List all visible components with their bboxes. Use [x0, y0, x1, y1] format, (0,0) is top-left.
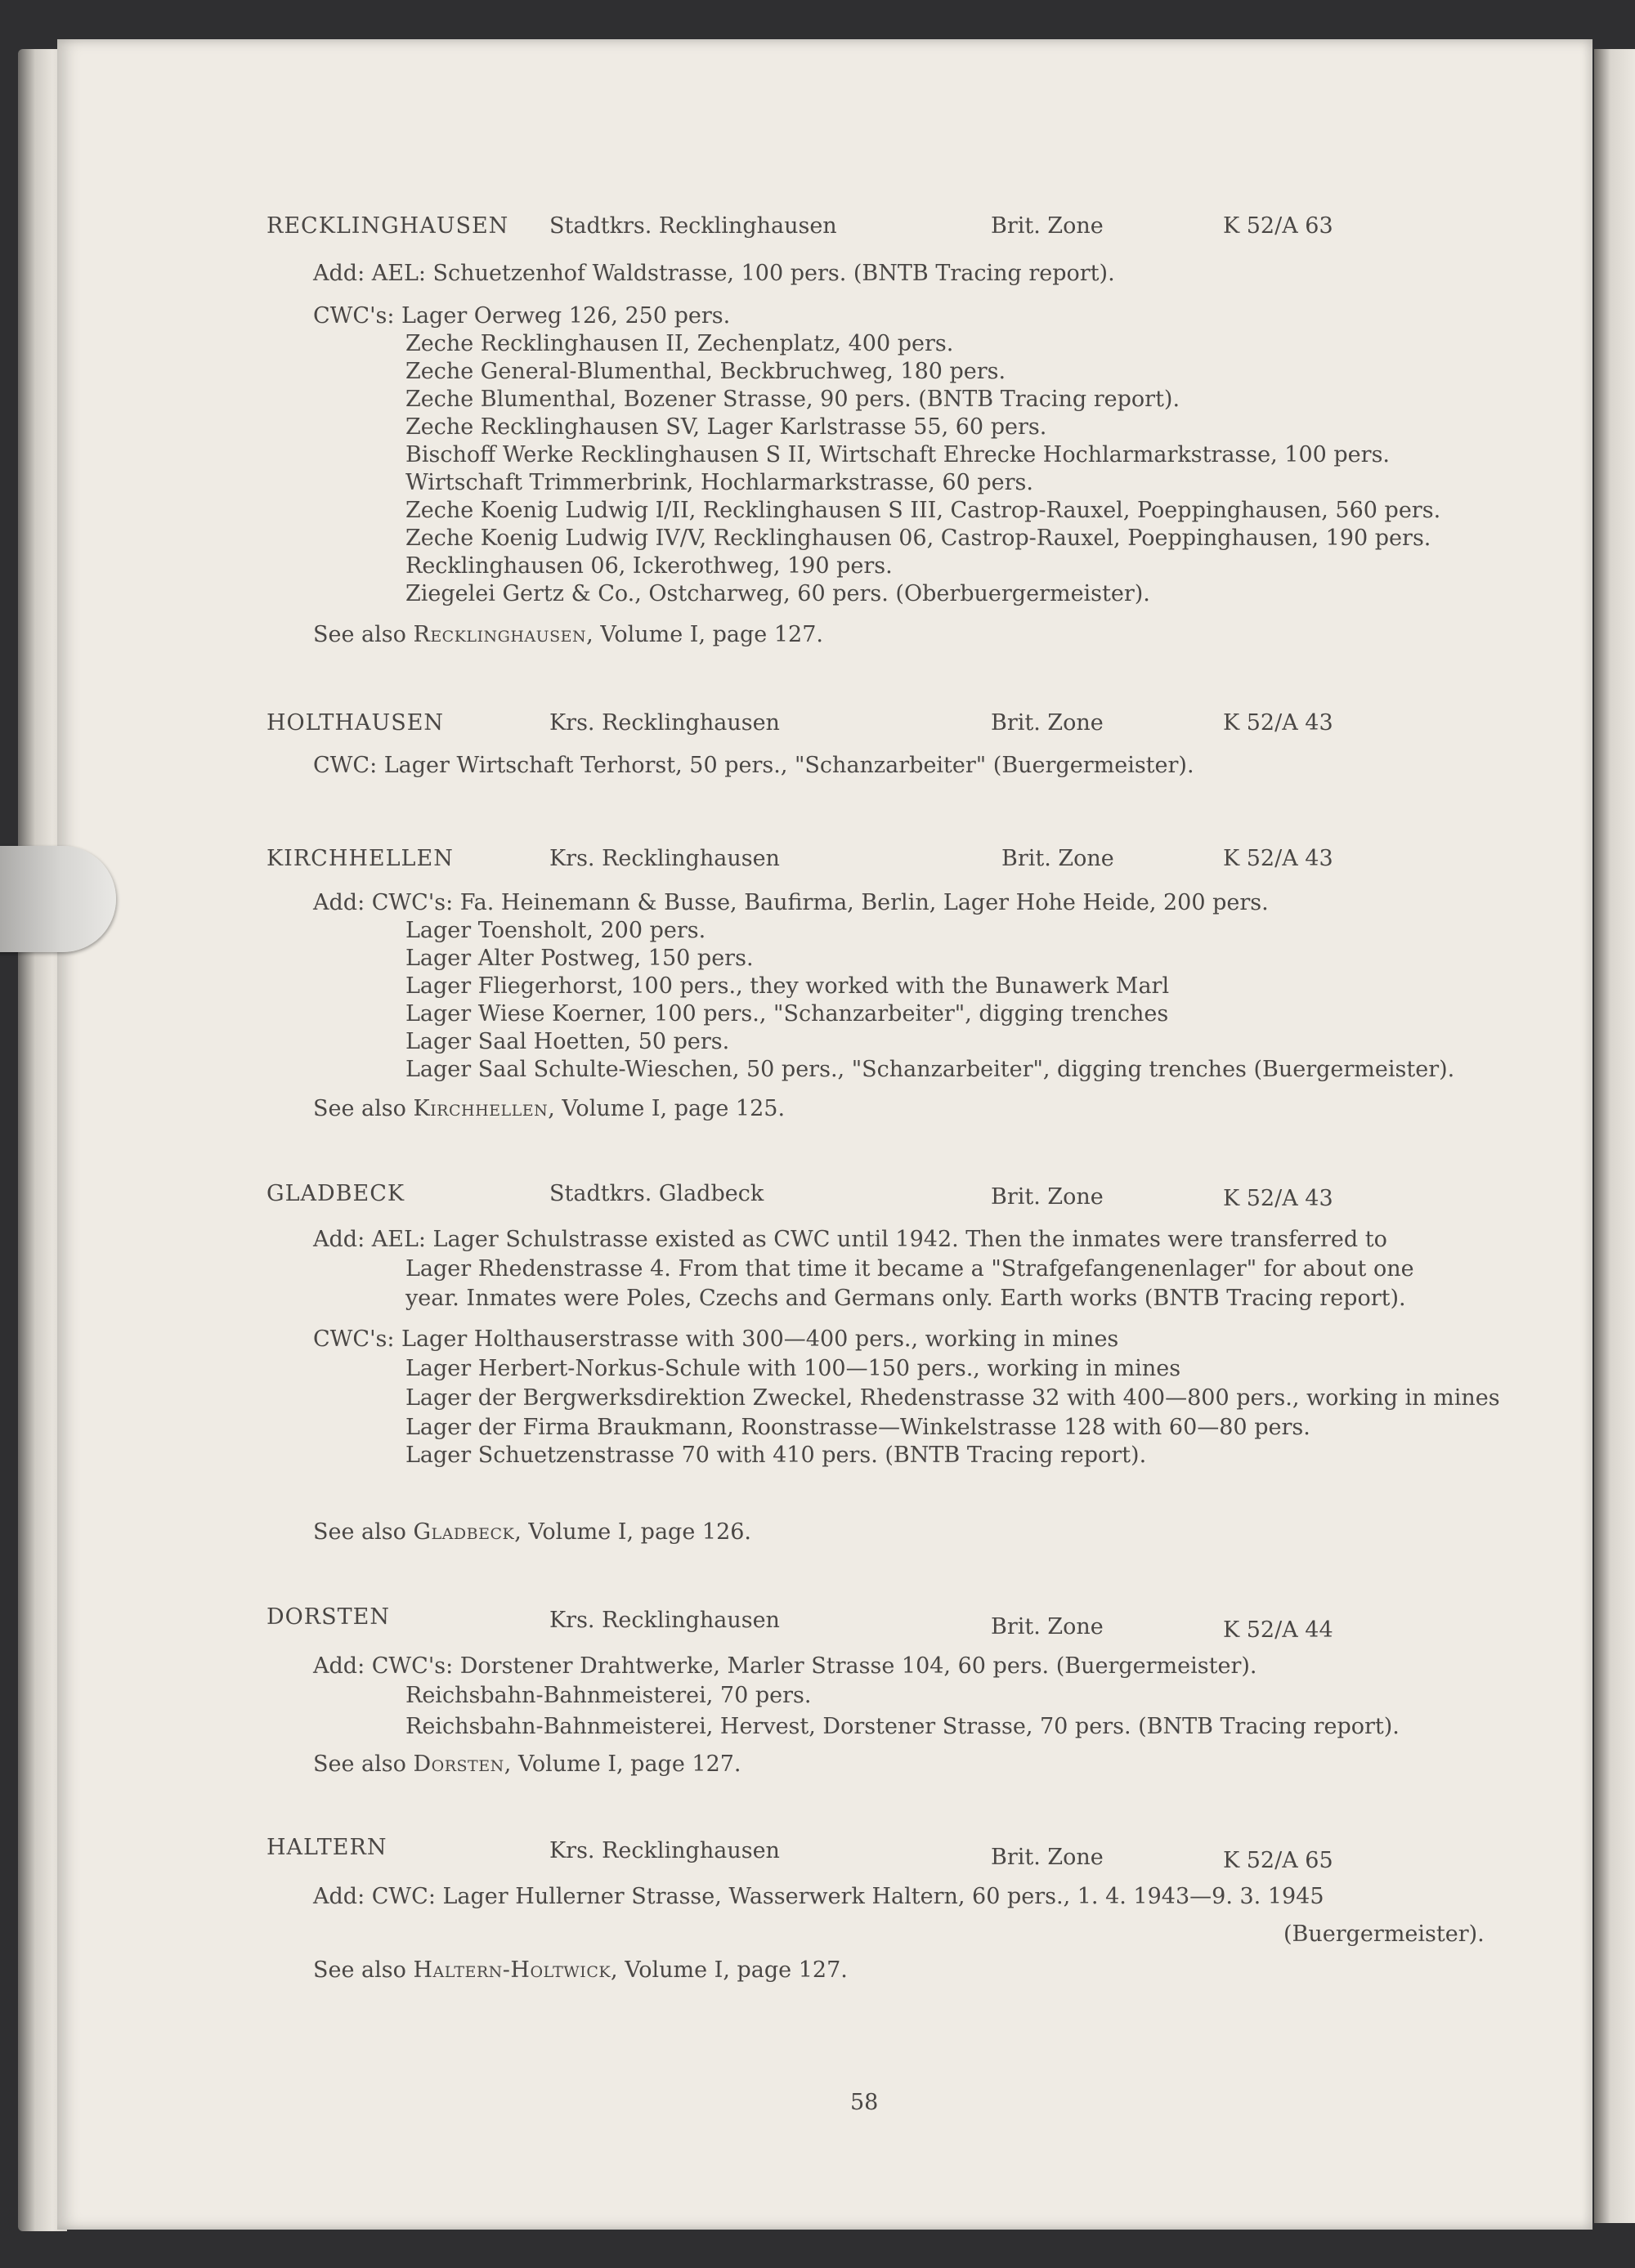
entry-line: Reichsbahn-Bahnmeisterei, Hervest, Dorstener Strasse, 70 pers. (BNTB Tracing report). [405, 1714, 1400, 1739]
entry-line: Lager Toensholt, 200 pers. [405, 918, 706, 943]
see-also-name: Gladbeck [413, 1519, 515, 1545]
see-also-name: Dorsten [413, 1751, 504, 1777]
see-also-prefix: See also [313, 1096, 406, 1121]
entry-zone: Brit. Zone [1001, 846, 1114, 871]
entry-line: Add: CWC: Lager Hullerner Strasse, Wasserwerk Haltern, 60 pers., 1. 4. 1943—9. 3. 1945 [313, 1884, 1324, 1909]
entry-zone: Brit. Zone [991, 213, 1104, 239]
see-also-suffix: , Volume I, page 126. [514, 1519, 752, 1545]
see-also-suffix: , Volume I, page 127. [504, 1751, 741, 1777]
entry-line: Add: AEL: Lager Schulstrasse existed as CWC until 1942. Then the inmates were transferred to [313, 1227, 1387, 1252]
see-also-prefix: See also [313, 1957, 406, 1983]
see-also-name: Haltern-Holtwick [413, 1957, 611, 1983]
entry-district: Stadtkrs. Gladbeck [549, 1181, 764, 1206]
entry-zone: Brit. Zone [991, 1184, 1104, 1210]
entry-code: K 52/A 43 [1223, 1186, 1333, 1211]
entry-code: K 52/A 44 [1223, 1617, 1333, 1643]
see-also [313, 1957, 848, 1984]
entry-line: Add: AEL: Schuetzenhof Waldstrasse, 100 pers. (BNTB Tracing report). [313, 261, 1115, 286]
entry-name: RECKLINGHAUSEN [267, 213, 509, 239]
entry-line: Zeche Koenig Ludwig IV/V, Recklinghausen 06, Castrop-Rauxel, Poeppinghausen, 190 pers. [405, 526, 1431, 551]
entry-line: CWC: Lager Wirtschaft Terhorst, 50 pers., "Schanzarbeiter" (Buergermeister). [313, 753, 1194, 778]
see-also-name: Recklinghausen [413, 622, 587, 647]
entry-line: Wirtschaft Trimmerbrink, Hochlarmarkstrasse, 60 pers. [405, 470, 1033, 495]
entry-line: Add: CWC's: Dorstener Drahtwerke, Marler Strasse 104, 60 pers. (Buergermeister). [313, 1653, 1257, 1679]
entry-line: Recklinghausen 06, Ickerothweg, 190 pers. [405, 553, 893, 579]
see-also [313, 621, 823, 649]
entry-line: Lager Wiese Koerner, 100 pers., "Schanzarbeiter", digging trenches [405, 1001, 1169, 1027]
see-also [313, 1519, 751, 1546]
entry-code: K 52/A 65 [1223, 1848, 1333, 1873]
entry-line: Zeche Koenig Ludwig I/II, Recklinghausen S III, Castrop-Rauxel, Poeppinghausen, 560 pers. [405, 498, 1441, 523]
entry-line: Lager Saal Hoetten, 50 pers. [405, 1029, 730, 1054]
entry-line: Lager Rhedenstrasse 4. From that time it became a "Strafgefangenenlager" for about one [405, 1256, 1414, 1282]
entry-line: Zeche General-Blumenthal, Beckbruchweg, 180 pers. [405, 359, 1006, 384]
entry-code: K 52/A 43 [1223, 710, 1333, 736]
see-also-prefix: See also [313, 1519, 406, 1545]
entry-line: Lager Herbert-Norkus-Schule with 100—150 pers., working in mines [405, 1356, 1181, 1381]
entry-code: K 52/A 63 [1223, 213, 1333, 239]
entry-line: Zeche Blumenthal, Bozener Strasse, 90 pers. (BNTB Tracing report). [405, 387, 1180, 412]
entry-district: Krs. Recklinghausen [549, 710, 780, 736]
entry-district: Stadtkrs. Recklinghausen [549, 213, 837, 239]
entry-line: Lager Fliegerhorst, 100 pers., they worked with the Bunawerk Marl [405, 973, 1170, 999]
entry-district: Krs. Recklinghausen [549, 1838, 780, 1863]
see-also-suffix: , Volume I, page 125. [548, 1096, 786, 1121]
page-number: 58 [850, 2090, 879, 2115]
entry-zone: Brit. Zone [991, 1845, 1104, 1870]
entry-line: Bischoff Werke Recklinghausen S II, Wirtschaft Ehrecke Hochlarmarkstrasse, 100 pers. [405, 442, 1391, 467]
entry-line: Ziegelei Gertz & Co., Ostcharweg, 60 pers. (Oberbuergermeister). [405, 581, 1150, 606]
entry-name: DORSTEN [267, 1604, 390, 1630]
entry-line: (Buergermeister). [1283, 1921, 1485, 1947]
entry-zone: Brit. Zone [991, 1614, 1104, 1639]
see-also-suffix: , Volume I, page 127. [586, 622, 823, 647]
entry-line: year. Inmates were Poles, Czechs and Germans only. Earth works (BNTB Tracing report). [405, 1286, 1406, 1311]
entry-line: CWC's: Lager Holthauserstrasse with 300—400 pers., working in mines [313, 1326, 1119, 1352]
entry-code: K 52/A 43 [1223, 846, 1333, 871]
see-also-prefix: See also [313, 622, 406, 647]
document-page [57, 39, 1592, 2230]
entry-line: Lager Schuetzenstrasse 70 with 410 pers. (BNTB Tracing report). [405, 1443, 1147, 1468]
see-also-prefix: See also [313, 1751, 406, 1777]
entry-name: GLADBECK [267, 1181, 405, 1206]
entry-name: KIRCHHELLEN [267, 846, 454, 871]
entry-line: Lager Saal Schulte-Wieschen, 50 pers., "Schanzarbeiter", digging trenches (Buergermeister). [405, 1057, 1455, 1082]
see-also [313, 1095, 785, 1123]
entry-line: Zeche Recklinghausen SV, Lager Karlstrasse 55, 60 pers. [405, 414, 1047, 440]
page-clip-tab [0, 846, 116, 952]
entry-name: HALTERN [267, 1835, 387, 1860]
entry-line: Lager der Bergwerksdirektion Zweckel, Rhedenstrasse 32 with 400—800 pers., working in mines [405, 1385, 1500, 1411]
next-page-edge [1594, 49, 1635, 2223]
see-also-suffix: , Volume I, page 127. [611, 1957, 848, 1983]
entry-line: Lager Alter Postweg, 150 pers. [405, 946, 754, 971]
entry-district: Krs. Recklinghausen [549, 846, 780, 871]
entry-line: Reichsbahn-Bahnmeisterei, 70 pers. [405, 1683, 812, 1708]
entry-line: CWC's: Lager Oerweg 126, 250 pers. [313, 303, 731, 329]
entry-district: Krs. Recklinghausen [549, 1608, 780, 1633]
entry-line: Zeche Recklinghausen II, Zechenplatz, 400 pers. [405, 331, 954, 356]
see-also-name: Kirchhellen [413, 1096, 549, 1121]
entry-line: Lager der Firma Braukmann, Roonstrasse—Winkelstrasse 128 with 60—80 pers. [405, 1415, 1310, 1440]
entry-line: Add: CWC's: Fa. Heinemann & Busse, Baufirma, Berlin, Lager Hohe Heide, 200 pers. [313, 890, 1269, 915]
see-also [313, 1751, 741, 1778]
entry-zone: Brit. Zone [991, 710, 1104, 736]
entry-name: HOLTHAUSEN [267, 710, 445, 736]
